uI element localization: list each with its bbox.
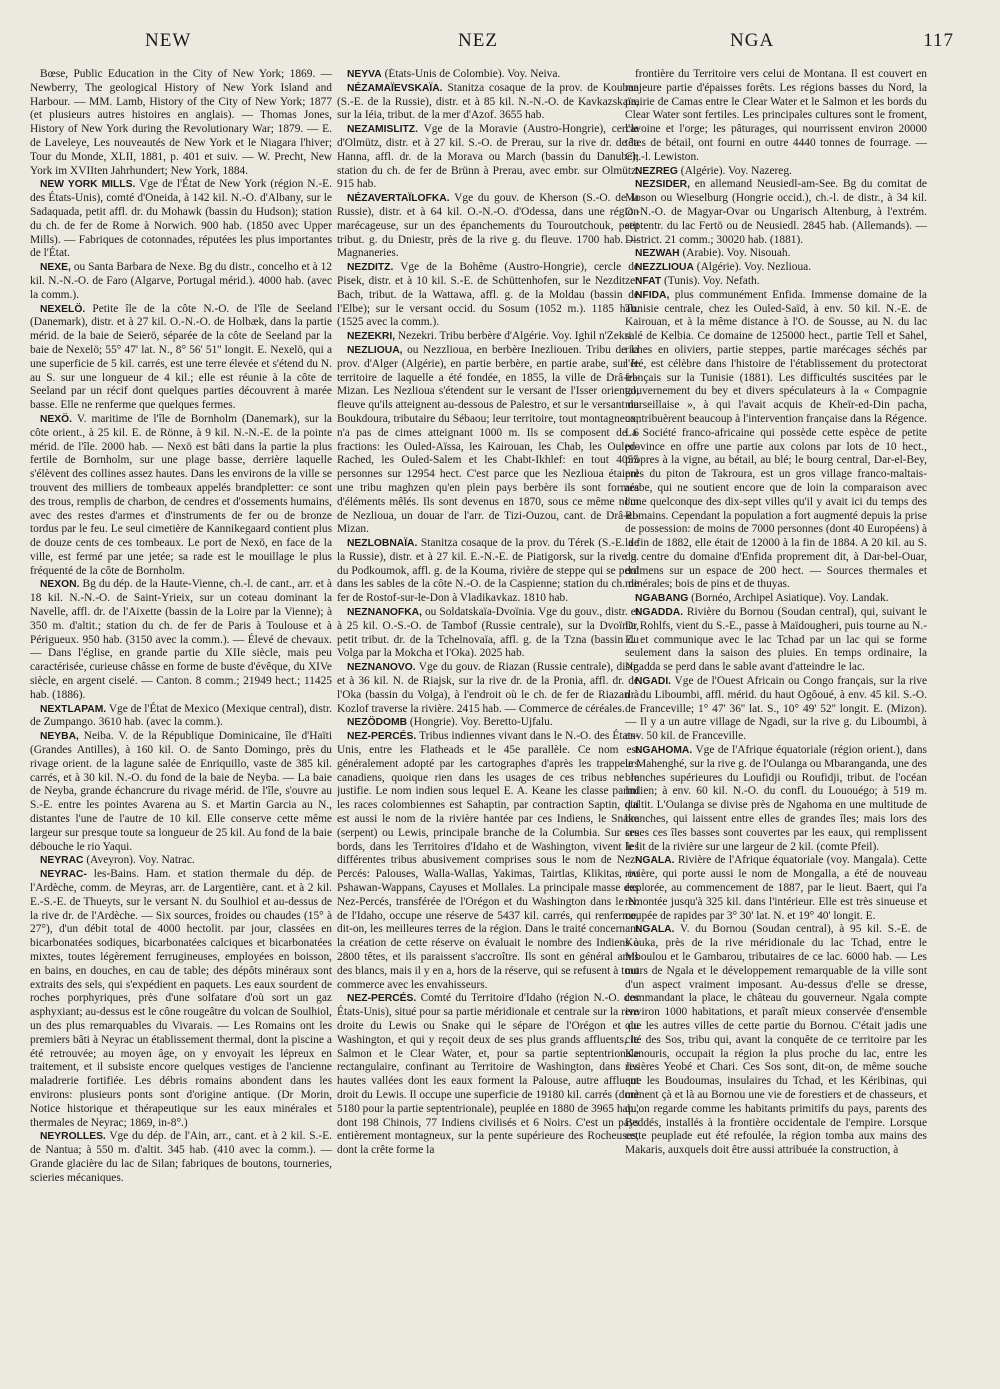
entry-headword: NEZLOBNAÏA.: [347, 538, 418, 550]
text-column-3: [625, 68, 927, 1368]
entry-headword: NEZAMISLITZ.: [347, 124, 418, 136]
entry-text: Stanitza cosaque de la prov. de Kouban (S.-E. de la Russie), distr. et à 85 kil. N.-N.-O. de Kavkazskaïa, sur la Iéia, tribut. de la mer d'Azof. 3655 hab.: [337, 81, 639, 122]
text-column-1: [30, 68, 332, 1368]
entry-text: Bœse, Public Education in the City of New York; 1869. — Newberry, The geological History of New York Island and Harbour. — MM. Lamb, History of the City of New York; 1877 (et plusieurs autres histoires en anglais). — Thomas Jones, History of New York during the Revolutionary War; 1879. — E. de Laveleye, Les nouveautés de New York et le Niagara l'hiver; Tour du Monde, XLII, 1881, p. 401 et suiv. — W. Precht, New York im XVIIten Jahrhundert; New York, 1884.: [30, 68, 332, 177]
entry-headword: NEYRAC-: [40, 869, 87, 881]
entry-headword: NGALA.: [635, 855, 675, 867]
entry-text: Stanitza cosaque de la prov. du Térek (S.-E. de la Russie), distr. et à 27 kil. E.-N.-E. de Piatigorsk, sur la rive g. du Podkoumok, affl. g. de la Kouma, rivière de steppe qui se perd dans les sables de la côte N.-O. de la Caspienne; station du ch. de fer de Rostof-sur-le-Don à Vladikavkaz. 1810 hab.: [337, 537, 639, 605]
entry-text: Vge de l'État de New York (région N.-E. des États-Unis), comté d'Oneida, à 142 kil. N.-O. d'Albany, sur le Sadaquada, petit affl. dr. du Mohawk (bassin du Hudson); station du ch. de fer de Rome à Norwich. 900 hab. (1850 avec Upper Mills). — Fabriques de cotonnades, réputées les plus importantes de l'État.: [30, 178, 332, 260]
entry-text: en allemand Neusiedl-am-See. Bg du comitat de Moson ou Wieselburg (Hongrie occid.), ch.-l. de distr., à 34 kil. O.-N.-O. de Magyar-Ovar ou Ungarisch Altenburg, à l'extrém. septentr. du lac Fertö ou de Neusiedl. 2845 hab. (Allemands). — District. 21 comm.; 30020 hab. (1881).: [625, 178, 927, 246]
entry-headword: NEZSIDER,: [635, 179, 690, 191]
entry-headword: NEXTLAPAM.: [40, 703, 107, 715]
entry-headword: NEYVA: [347, 69, 382, 80]
entry-text: (Algérie). Voy. Nezlioua.: [696, 261, 812, 274]
entry-headword: NEZEKRI,: [347, 331, 396, 343]
entry-headword: NEZ-PERCÉS.: [347, 731, 417, 743]
dictionary-entry: [625, 68, 927, 165]
dictionary-entry: [30, 1130, 332, 1185]
dictionary-entry: [625, 275, 927, 289]
dictionary-entry: [30, 854, 332, 868]
entry-text: Nezekri. Tribu berbère d'Algérie. Voy. Ighil n'Zekri.: [397, 330, 635, 343]
entry-headword: NÉZAMAÏEVSKAÏA.: [347, 82, 443, 94]
dictionary-entry: [625, 261, 927, 275]
entry-headword: NEZREG: [635, 165, 678, 177]
dictionary-entry: [30, 303, 332, 413]
dictionary-entry: [337, 661, 639, 716]
left-guide-word: NEW: [145, 30, 192, 51]
entry-headword: NGADI.: [635, 676, 672, 688]
dictionary-entry: [30, 413, 332, 579]
entry-headword: NFAT: [635, 275, 662, 287]
entry-text: (États-Unis de Colombie). Voy. Neiva.: [384, 68, 561, 80]
dictionary-entry: [625, 165, 927, 179]
entry-text: Bg du dép. de la Haute-Vienne, ch.-l. de cant., arr. et à 18 kil. N.-N.-O. de Saint-Yrieix, sur un coteau dominant la Navelle, affl. dr. de l'Aixette (bassin de la Loire par la Vienne); à 350 m. d'altit.; station du ch. de fer de Paris à Toulouse et à Périgueux. 950 hab. (3150 avec la comm.). — Élevé de chevaux. — Dans l'église, en grande partie du XIIe siècle, mais peu caractérisée, curieuse châsse en forme de buste d'évêque, du XIVe siècle, en argent ciselé. — Canton. 8 comm.; 21949 hect.; 11425 hab. (1886).: [30, 578, 332, 701]
entry-text: V. du Bornou (Soudan central), à 95 kil. S.-E. de Kouka, près de la rive méridionale du lac Tchad, entre le Mboulou et le Gambarou, tributaires de ce lac. 6000 hab. — Les murs de Ngala et le développement remarquable de la ville sont d'un aspect vraiment imposant. Au-dessus d'elle se dresse, commandant la place, le château du gouverneur. Ngala compte environ 1000 habitations, et paraît mieux conservée d'ensemble que les autres villes de cette partie du Bornou. C'était jadis une cité des Sos, tribu qui, avant la conquête de ce territoire par les Kanouris, occupait la région la plus proche du lac, entre les rivières Yeobé et Chari. Ces Sos sont, dit-on, de même souche que les Boudoumas, insulaires du Tchad, et les Kéribinas, qui mènent çà et là au Bornou une vie de forestiers et de chasseurs, et qu'on regarde comme les habitants primitifs du pays, parents des Beddés, installés à la frontière occidentale de l'empire. Lorsque cette peuplade eut été refoulée, la région tomba aux mains des Makaris, auxquels doit être aussi attribuée la construction, à: [625, 923, 927, 1157]
entry-headword: NEXE,: [40, 262, 71, 274]
dictionary-entry: [337, 68, 639, 82]
entry-headword: NEZNANOVO.: [347, 662, 416, 674]
entry-text: ou Nezzlioua, en berbère Inezliouen. Tribu de la prov. d'Alger (Algérie), en partie berbère, en partie arabe, sur le territoire de laquelle a été fondée, en 1855, la ville de Drâ-el-Mizan. Les Nezlioua s'étendent sur le versant de l'Isser oriental, fleuve qu'ils atteignent au-dessous de Palestro, et sur le versant du Boukdoura, tributaire du Sébaou; leur territoire, tout montagneux, n'a pas de cimes atteignant 1000 m. Ils se composent de 6 fractions: les Ouled-Aïssa, les Kairouan, les Chab, les Ouled-Rached, les Ouled-Salem et les Chabt-Ikhlef: en tout 4055 personnes sur 12954 hect. C'est parce que les Nezlioua étaient une tribu maghzen qu'en plein pays berbère ils sont formés d'éléments mêlés. Ils sont devenus en 1870, sous ce même nom de Nezlioua, un douar de l'arr. de Tizi-Ouzou, cant. de Drâ-el-Mizan.: [337, 343, 639, 536]
entry-text: frontière du Territoire vers celui de Montana. Il est couvert en majeure partie d'épaisses forêts. Les régions basses du Nord, la prairie de Camas entre le Clear Water et le Salmon et les bords du Clear Water sont fertiles. Les principales cultures sont le froment, l'avoine et l'orge; les pâturages, qui nourrissent environ 20000 têtes de bétail, ont fourni en outre 4440 tonnes de fourrage. — Ch.-l. Lewiston.: [625, 68, 927, 163]
dictionary-entry: [337, 123, 639, 192]
dictionary-entry: [337, 716, 639, 730]
entry-headword: NEZ-PERCÉS.: [347, 993, 417, 1005]
entry-text: (Arabie). Voy. Nisouah.: [682, 247, 791, 260]
dictionary-entry: [625, 178, 927, 247]
entry-headword: NEYRAC: [40, 855, 84, 867]
entry-text: (Bornéo, Archipel Asiatique). Voy. Landak.: [691, 592, 889, 605]
entry-headword: NEYROLLES.: [40, 1131, 106, 1143]
entry-text: Tribus indiennes vivant dans le N.-O. des États-Unis, entre les Flatheads et le 45e parallèle. Ce nom est généralement adopté par les cartographes d'après les trappeurs canadiens, quoique rien dans les usages de ces tribus ne le justifie. Le nom indien sous lequel E. A. Keane les classe parmi les races colombiennes est Sahaptin, par contraction Saptin, qui est aussi le nom de la rivière hantée par ces Indiens, le Snake (serpent) ou Lewis, principale branche de la Columbia. Sur ses bords, dans les Territoires d'Idaho et de Washington, vivent les différentes tribus abusivement comprises sous le nom de Nez-Percés: Palouses, Walla-Wallas, Yakimas, Tairtlas, Klikitas, ou Pshawan-Wappans, Cayuses et Mollales. La principale masse des Nez-Percés, transférée de l'Orégon et du Washington dans le N. de l'Idaho, occupe une réserve de 5437 kil. carrés, qui renferme, dit-on, les meilleures terres de la région. Dans le traité concernant la création de cette réserve on évaluait le nombre des Indiens à 2800 têtes, et ils paraissent s'accroître. Ils sont en général amis des blancs, mais il y en a, hors de la réserve, qui se refusent à tout commerce avec les envahisseurs.: [337, 730, 639, 991]
dictionary-entry: [625, 854, 927, 923]
entry-headword: NGABANG: [635, 593, 689, 605]
page-number: 117: [923, 30, 954, 51]
entry-headword: NEXÖ.: [40, 413, 73, 425]
page-header: [140, 30, 954, 60]
entry-headword: NGAHOMA.: [635, 745, 693, 757]
dictionary-entry: [337, 730, 639, 992]
entry-text: Vge du dép. de l'Ain, arr., cant. et à 2 kil. S.-E. de Nantua; à 550 m. d'altit. 345 hab. (410 avec la comm.). — Grande glacière du lac de Silan; fabriques de boutons, tourneries, scieries mécaniques.: [30, 1130, 332, 1184]
entry-text: Vge de la Moravie (Austro-Hongrie), cercle d'Olmütz, distr. et à 27 kil. S.-O. de Prerau, sur la rive dr. de la Hanna, affl. dr. de la Morava ou March (bassin du Danube); station du ch. de fer de Brünn à Prerau, avec embr. sur Olmütz. 915 hab.: [337, 123, 639, 191]
entry-headword: NGADDA.: [635, 607, 684, 619]
entry-headword: NÉZAVERTAÏLOFKA.: [347, 193, 450, 205]
dictionary-entry: [337, 537, 639, 606]
entry-headword: NEZNANOFKA,: [347, 607, 422, 619]
dictionary-entry: [625, 923, 927, 1158]
dictionary-entry: [337, 192, 639, 261]
entry-text: plus communément Enfida. Immense domaine de la Tunisie centrale, chez les Ouled-Saïd, à env. 50 kil. N.-E. de Kairouan, et à la même distance à l'O. de Sousse, au N. du lac salé de Kelbia. Ce domaine de 125000 hect., partie Tell et Sahel, riches en oliviers, partie steppes, partie marécages séchés par l'été, est célèbre dans l'histoire de l'établissement du protectorat français sur la Tunisie (1881). Les difficultés suscitées par le gouvernement du bey et divers spéculateurs à la « Compagnie marseillaise », à qui l'avait acquis de Kheïr-ed-Din pacha, contribuèrent beaucoup à l'intervention française dans la Régence. La Société franco-africaine qui possède cette espèce de petite province en offre une partie aux colons par lots de 10 hect., propres à la vigne, au bétail, au blé; le bourg central, Dar-el-Bey, près du piton de Takroura, est un gros village franco-maltais-arabe, qui ne soutient encore que de loin la comparaison avec l'une quelconque des dix-sept villes qu'il y avait ici du temps des Romains. Cependant la population a fort augmenté depuis la prise de possession: de moins de 7000 personnes (dont 40 Européens) à la fin de 1882, elle était de 12000 à la fin de 1884. A 20 kil. au S. du centre du domaine d'Enfida proprement dit, à Dar-bel-Ouar, dolmens sur un espace de 200 hect. — Sources thermales et minérales; bois de pins et de thuyas.: [625, 288, 927, 591]
dictionary-entry: [625, 289, 927, 593]
text-column-2: [337, 68, 639, 1368]
dictionary-entry: [30, 578, 332, 702]
entry-headword: NEXELÖ.: [40, 303, 86, 315]
entry-headword: NEZZLIOUA: [635, 262, 694, 274]
right-guide-word: NGA: [730, 30, 775, 51]
entry-text: (Algérie). Voy. Nazereg.: [680, 164, 792, 177]
dictionary-entry: [625, 247, 927, 261]
dictionary-entry: [625, 744, 927, 854]
dictionary-entry: [337, 82, 639, 123]
dictionary-entry: [30, 68, 332, 178]
entry-text: Vge de l'Ouest Africain ou Congo français, sur la rive dr. du Liboumbi, affl. mérid. du haut Ogôoué, à env. 45 kil. S.-O. de Franceville; 1° 47' 36'' lat. S., 10° 49' 52'' longit. E. (Mizon). — Il y a un autre village de Ngadi, sur la rive g. du Liboumbi, à env. 50 kil. de Franceville.: [625, 675, 927, 743]
entry-text: Vge du gouv. de Kherson (S.-O. de la Russie), distr. et à 64 kil. O.-N.-O. d'Odessa, dans une région marécageuse, sur un des épanchements du Touroutchouk, petit tribut. g. du Dniestr, près de la rive g. du fleuve. 1700 hab. — Magnaneries.: [337, 192, 639, 260]
entry-headword: NEZÖDOMB: [347, 717, 408, 729]
dictionary-entry: [337, 606, 639, 661]
entry-text: (Hongrie). Voy. Beretto-Ujfalu.: [409, 716, 553, 729]
entry-headword: NEZDITZ.: [347, 262, 394, 274]
entry-text: Rivière de l'Afrique équatoriale (voy. Mangala). Cette rivière, qui porte aussi le nom de Mongalla, a été de nouveau explorée, au commencement de 1887, par le lieut. Baert, qui l'a remontée jusqu'à 325 kil. dans l'intérieur. Elle est très sinueuse et coupée de rapides par 3° 30' lat. N. et 19° 40' longit. E.: [625, 854, 927, 922]
dictionary-entry: [625, 606, 927, 675]
dictionary-entry: [30, 730, 332, 854]
dictionary-entry: [337, 344, 639, 537]
entry-text: (Tunis). Voy. Nefath.: [663, 274, 760, 287]
entry-headword: NEXON.: [40, 579, 80, 591]
entry-text: Neiba. V. de la République Dominicaine, île d'Haïti (Grandes Antilles), à 160 kil. O. de Santo Domingo, près du rivage orient. de la lagune salée de Enriquillo, vaste de 385 kil. carrés, et à 30 kil. N.-O. du fond de la baie de Neyba. — La baie de Neyba, grande échancrure du rivage mérid. de l'île, s'ouvre au S.-E. entre les pointes Avarena au S. et Martin Garcia au N., distantes l'une de l'autre de 10 kil. Elle conserve cette même largeur sur presque toute sa longueur de 25 kil. Au fond de la baie débouche le rio Yaqui.: [30, 730, 332, 853]
entry-text: (Aveyron). Voy. Natrac.: [86, 854, 195, 867]
dictionary-entry: [30, 703, 332, 731]
dictionary-entry: [337, 261, 639, 330]
dictionary-entry: [30, 178, 332, 261]
dictionary-entry: [625, 592, 927, 606]
entry-headword: NEYBA,: [40, 731, 79, 743]
entry-headword: NEZWAH: [635, 248, 680, 260]
dictionary-entry: [30, 261, 332, 302]
entry-text: Rivière du Bornou (Soudan central), qui, suivant le Dr Rohlfs, vient du S.-E., passe à Maïdougheri, puis tourne au N.-E. et communique avec le lac Tchad par un lac qui se forme seulement dans la saison des pluies. En temps ordinaire, la Ngadda se perd dans le sable avant d'atteindre le lac.: [625, 606, 927, 674]
dictionary-entry: [30, 868, 332, 1130]
entry-text: Vge de l'État de Mexico (Mexique central), distr. de Zumpango. 3610 hab. (avec la comm.).: [30, 702, 332, 729]
entry-text: ou Soldatskaïa-Dvoïnia. Vge du gouv., distr. et à 25 kil. O.-S.-O. de Tambof (Russie centrale), sur la Dvoïnia, petit tribut. dr. de la Tchelnovaïa, affl. g. de la Tzna (bassin du Volga par la Mokcha et l'Oka). 2025 hab.: [337, 606, 639, 660]
center-guide-word: NEZ: [458, 30, 498, 51]
entry-text: Petite île de la côte N.-O. de l'île de Seeland (Danemark), distr. et à 27 kil. O.-N.-O. de Holbæk, dans la partie mérid. de la baie de Seierö, séparée de la côte de Seeland par la baie de Nexelö; 55° 47' lat. N., 8° 56' 51'' longit. E. Nexelö, qui a une superficie de 5 kil. carrés, est une terre élevée et s'étend du N. au S. sur une longueur de 4 kil.; elle est réunie à la côte de Seeland par un récif dont quelques parties découvrent à marée basse. Elle ne renferme que quelques fermes.: [30, 302, 332, 412]
entry-text: Vge de la Bohême (Austro-Hongrie), cercle de Pisek, distr. et à 10 kil. S.-E. de Schüttenhofen, sur le Nezditzer Bach, tribut. de la Wattawa, affl. g. de la Moldau (bassin de l'Elbe); sur le versant occid. du Sosum (1052 m.). 1185 hab. (1525 avec la comm.).: [337, 261, 639, 329]
entry-text: Vge du gouv. de Riazan (Russie centrale), distr. et à 36 kil. N. de Riajsk, sur la rive dr. de la Pronia, affl. dr. de l'Oka (bassin du Volga), à l'endroit où le ch. de fer de Riazan à Kozlof traverse la rivière. 2415 hab. — Commerce de céréales.: [337, 661, 639, 715]
entry-text: les-Bains. Ham. et station thermale du dép. de l'Ardèche, comm. de Meyras, arr. de Largentière, cant. et à 2 kil. E.-S.-E. de Thueyts, sur le versant N. du Soulhiol et au-dessus de la rive dr. de l'Ardèche. — Six sources, froides ou chaudes (15° à 27°), d'un débit total de 4000 hectolit. par jour, classées en bicarbonatées sodiques, bicarbonatées calciques et bicarbonatées mixtes, toutes légèrement ferrugineuses, employées en boisson, en bains, en douches, en cau de table; des dépôts minéraux sont extraits des sels, qui s'expédient en paquets. Les eaux sourdent de roches porphyriques, près d'une solfatare d'où sort un gaz asphyxiant; au-dessus est le cône rougeâtre du volcan de Soulhiol, un des plus remarquables du Vivarais. — Les Romains ont les premiers bâti à Neyrac un établissement thermal, dont la piscine a été retrouvée; au moyen âge, on y envoyait les lépreux en traitement, et il subsiste encore quelques vestiges de l'ancienne maladrerie fortifiée. Les débris romains abondent dans les environs: plusieurs ponts sont d'origine antique. (Dr Morin, Notice historique et thérapeutique sur les eaux minérales et thermales de Neyrac; 1869, in-8°.): [30, 868, 332, 1129]
entry-text: ou Santa Barbara de Nexe. Bg du distr., concelho et à 12 kil. N.-N.-O. de Faro (Algarve, Portugal mérid.). 4000 hab. (avec la comm.).: [30, 261, 332, 301]
dictionary-entry: [625, 675, 927, 744]
entry-text: Comté du Territoire d'Idaho (région N.-O. des États-Unis), situé pour sa partie méridionale et centrale sur la rive droite du Lewis ou Snake qui le sépare de l'Orégon et du Washington, et qui y reçoit deux de ses plus grands affluents, le Salmon et le Clear Water, et, pour sa partie septentrionale rectangulaire, confinant au Territoire de Washington, dans les hautes vallées dont les eaux forment la Palouse, autre affluent droit du Lewis. Il occupe une superficie de 19180 kil. carrés (dont 5180 pour la partie septentrionale), peuplée en 1880 de 3965 hab., dont 198 Chinois, 77 Indiens civilisés et 6 Noirs. C'est un pays entièrement montagneux, sur la pente supérieure des Rocheuses, dont la crête forme la: [337, 992, 639, 1157]
entry-text: V. maritime de l'île de Bornholm (Danemark), sur la côte orient., à 25 kil. E. de Rönne, à 9 kil. N.-N.-E. de la pointe mérid. de l'île. 2000 hab. — Nexö est bâti dans la partie la plus fertile de Bornholm, sur une plage basse, derrière laquelle s'élèvent des collines assez hautes. Dans les environs de la ville se trouvent des milliers de tombeaux appelés brandpletter: ce sont des trous, remplis de charbon, de cendres et d'ossements humains, avec des restes d'armes et d'instruments de fer ou de bronze tordus par le feu. Le seul cimetière de Kannikegaard contient plus de douze cents de ces tombeaux. Le port de Nexö, en face de la ville, est fermé par une jetée; sa rade est le mouillage le plus fréquenté de la côte de Bornholm.: [30, 412, 332, 577]
entry-headword: NFIDA,: [635, 289, 670, 301]
entry-headword: NEZLIOUA,: [347, 344, 403, 356]
dictionary-entry: [337, 330, 639, 344]
entry-headword: NEW YORK MILLS.: [40, 179, 136, 191]
dictionary-entry: [337, 992, 639, 1158]
entry-headword: NGALA.: [635, 924, 675, 936]
entry-text: Vge de l'Afrique équatoriale (région orient.), dans le Mahenghé, sur la rive g. de l'Oulanga ou Mbaranganda, une des branches supérieures du Loufidji ou Roufidji, tribut. de l'océan Indien; à env. 60 kil. N.-O. du confl. du Lououégo; à 519 m. d'altit. L'Oulanga se divise près de Ngahoma en une multitude de branches, qui laissent entre elles de grandes îles; mais lors des crues ces îles basses sont couvertes par les eaux, qui remplissent le lit de la rivière sur une largeur de 2 kil. (comte Pfeil).: [625, 744, 927, 853]
